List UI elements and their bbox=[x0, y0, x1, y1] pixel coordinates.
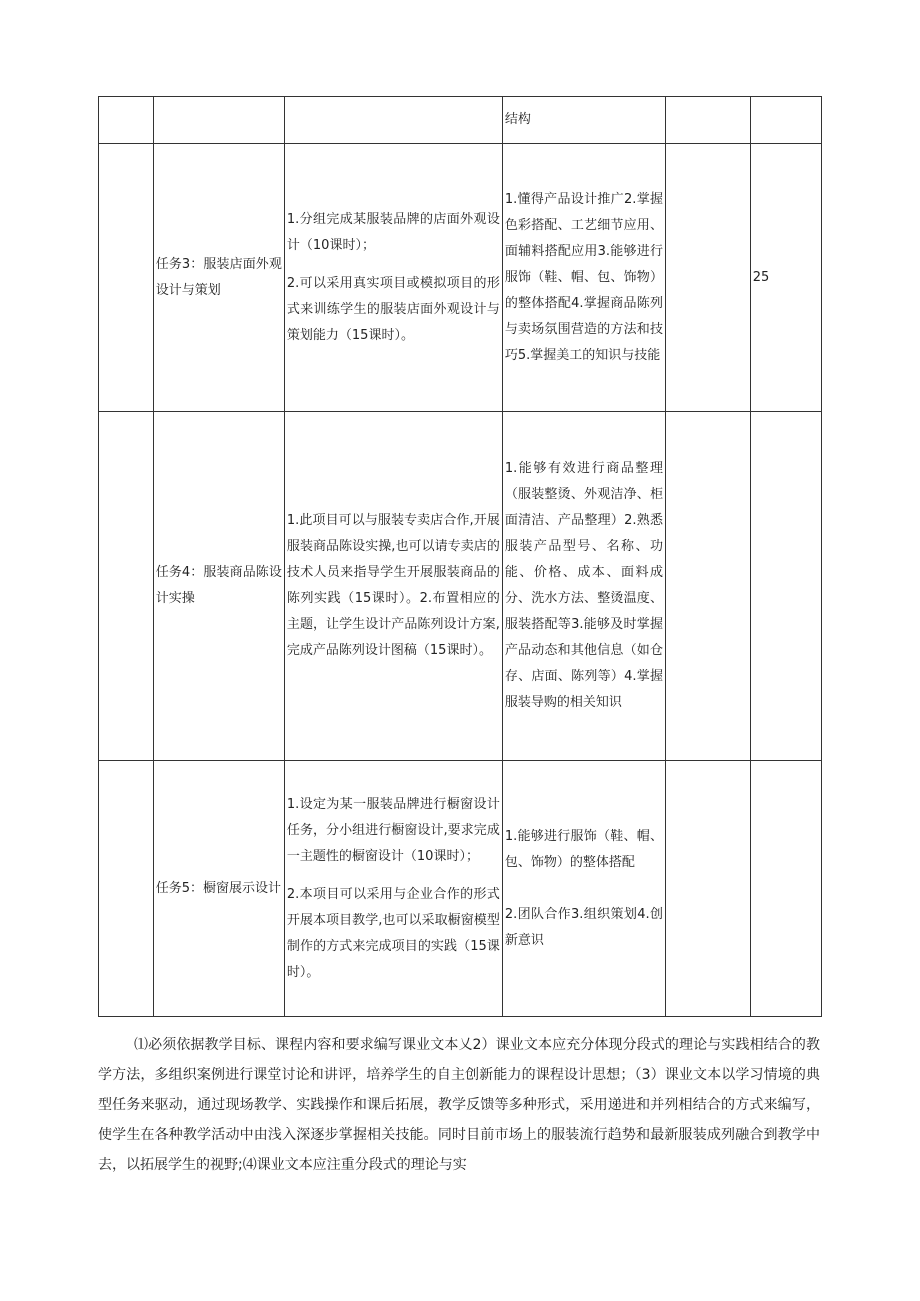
task-name-cell: 任务4：服装商品陈设计实操 bbox=[153, 412, 284, 761]
content-paragraph: 1.此项目可以与服装专卖店合作,开展服装商品陈设实操,也可以请专卖店的技术人员来指导学生开展服装商品的陈列实践（15课时）。2.布置相应的主题，让学生设计产品陈列设计方案,完成产品陈列设计图稿（15课时）。 bbox=[286, 513, 500, 658]
table-row bbox=[99, 97, 822, 144]
content-paragraph: 1.分组完成某服装品牌的店面外观设计（10课时）； bbox=[286, 211, 500, 253]
content-paragraph: 1.设定为某一服装品牌进行橱窗设计任务，分小组进行橱窗设计,要求完成一主题性的橱窗设计（10课时）； bbox=[286, 796, 500, 864]
body-paragraph: ⑴必须依据教学目标、课程内容和要求编写课业文本乂2）课业文本应充分体现分段式的理论与实践相结合的教学方法，多组织案例进行课堂讨论和讲评，培养学生的自主创新能力的课程设计思想；（3）课业文本以学习情境的典型任务来驱动，通过现场教学、实践操作和课后拓展，教学反馈等多种形式，采用递进和并列相结合的方式来编写，使学生在各种教学活动中由浅入深逐步掌握相关技能。同时目前市场上的服装流行趋势和最新服装成列融合到教学中去，以拓展学生的视野;⑷课业文本应注重分段式的理论与实 bbox=[98, 1037, 820, 1173]
ability-requirements-cell: 1.能够进行服饰（鞋、帽、包、饰物）的整体搭配 2.团队合作3.组织策划4.创新意识 bbox=[502, 761, 665, 1017]
content-paragraph: 2.可以采用真实项目或模拟项目的形式来训练学生的服装店面外观设计与策划能力（15课时）。 bbox=[286, 275, 500, 343]
table-row bbox=[99, 144, 822, 412]
table-cell bbox=[666, 412, 751, 761]
table-row bbox=[99, 761, 822, 1017]
task-name-cell: 任务3：服装店面外观设计与策划 bbox=[153, 144, 284, 412]
content-paragraph: 2.本项目可以采用与企业合作的形式开展本项目教学,也可以采取橱窗模型制作的方式来完成项目的实践（15课时）。 bbox=[286, 886, 500, 980]
ability-requirements-cell: 1.能够有效进行商品整理（服装整烫、外观洁净、柜面清洁、产品整理）2.熟悉服装产品型号、名称、功能、价格、成本、面料成分、洗水方法、整烫温度、服装搭配等3.能够及时掌握产品动态和其他信息（如仓存、店面、陈列等）4.掌握服装导购的相关知识 bbox=[502, 412, 665, 761]
hours-cell: 25 bbox=[750, 144, 821, 412]
task-content-cell bbox=[284, 412, 502, 761]
hours-cell bbox=[750, 761, 821, 1017]
table-cell bbox=[99, 97, 154, 144]
table-cell bbox=[99, 761, 154, 1017]
hours-cell bbox=[750, 412, 821, 761]
task-name-cell: 任务5：橱窗展示设计 bbox=[153, 761, 284, 1017]
table-cell bbox=[666, 761, 751, 1017]
table-cell bbox=[99, 144, 154, 412]
table-row bbox=[99, 412, 822, 761]
task-content-cell bbox=[284, 761, 502, 1017]
task-content-cell bbox=[284, 97, 502, 144]
course-task-table bbox=[98, 96, 822, 1017]
task-name-cell bbox=[153, 97, 284, 144]
ability-requirements-cell: 1.懂得产品设计推广2.掌握色彩搭配、工艺细节应用、面辅料搭配应用3.能够进行服饰（鞋、帽、包、饰物）的整体搭配4.掌握商品陈列与卖场氛围营造的方法和技巧5.掌握美工的知识与技能 bbox=[502, 144, 665, 412]
table-cell bbox=[99, 412, 154, 761]
table-cell bbox=[666, 97, 751, 144]
hours-cell bbox=[750, 97, 821, 144]
task-content-cell bbox=[284, 144, 502, 412]
ability-requirements-cell: 结构 bbox=[502, 97, 665, 144]
table-cell bbox=[666, 144, 751, 412]
